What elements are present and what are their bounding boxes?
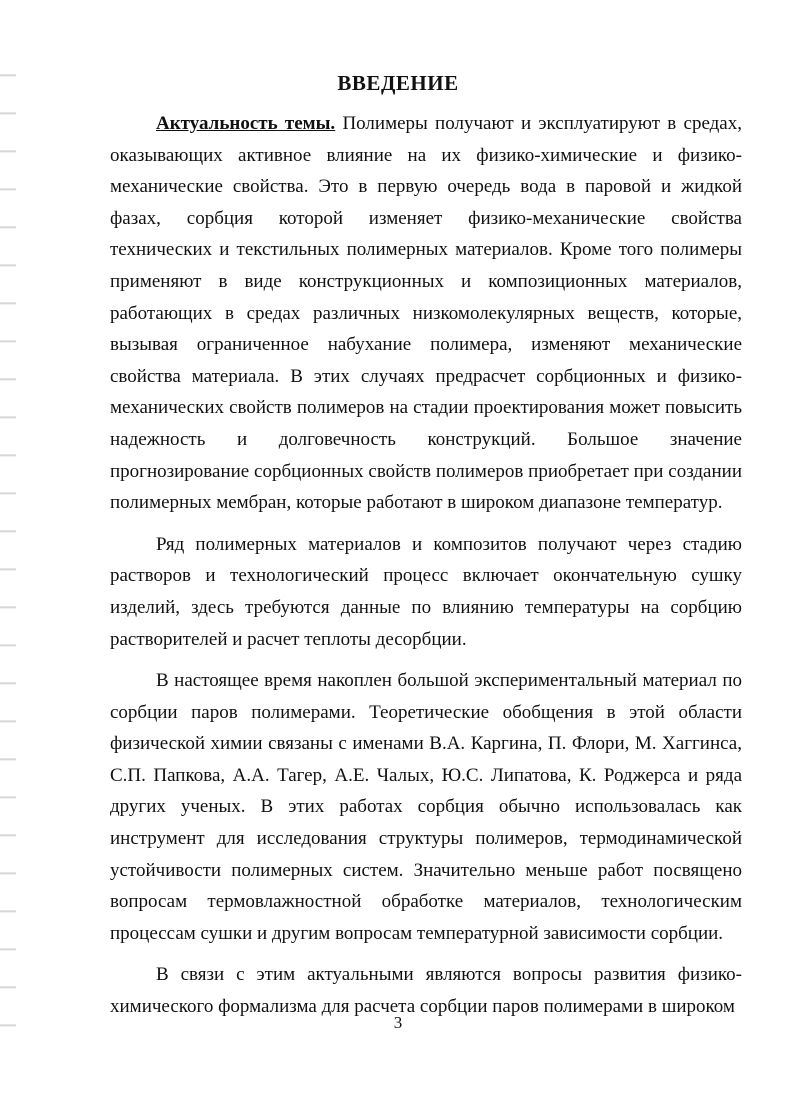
paragraph-3-text: В настоящее время накоплен большой экспериментальный материал по сорбции паров полимерами. Теоретические обобщения в этой области физической химии связаны с именами В.А. Каргина, П. Флори, М. Хаггинса, С.П. Папкова, А.А. Тагер, А.Е. Чалых, Ю.С. Липатова, К. Роджерса и ряда других ученых. В этих работах сорбция обычно использовалась как инструмент для исследования структуры полимеров, термодинамической устойчивости полимерных систем. Значительно меньше работ посвящено вопросам термовлажностной обработке материалов, технологическим процессам сушки и другим вопросам температурной зависимости сорбции. [110,670,742,944]
page-number: 3 [393,1013,403,1032]
section-heading-relevance: Актуальность темы. [156,113,336,134]
paragraph-2 [110,529,742,655]
paragraph-2-text: Ряд полимерных материалов и композитов получают через стадию растворов и технологический процесс включает окончательную сушку изделий, здесь требуются данные по влиянию температуры на сорбцию растворителей и расчет теплоты десорбции. [110,533,742,650]
paragraph-1-text: Полимеры получают и эксплуатируют в средах, оказывающих активное влияние на их физико-химические и физико-механические свойства. Это в первую очередь вода в паровой и жидкой фазах, сорбция которой изменяет физико-механические свойства технических и текстильных полимерных материалов. Кроме того полимеры применяют в виде конструкционных и композиционных материалов, работающих в средах различных низкомолекулярных веществ, которые, вызывая ограниченное набухание полимера, изменяют механические свойства материала. В этих случаях предрасчет сорбционных и физико-механических свойств полимеров на стадии проектирования может повысить надежность и долговечность конструкций. Большое значение прогнозирование сорбционных свойств полимеров приобретает при создании полимерных мембран, которые работают в широком диапазоне температур. [110,113,742,514]
paragraph-4-text: В связи с этим актуальными являются вопросы развития физико-химического формализма для расчета сорбции паров полимерами в широком [110,964,742,1018]
document-body [110,108,742,1023]
document-title: ВВЕДЕНИЕ [337,71,459,95]
paragraph-3 [110,665,742,949]
scan-margin-artifact [0,60,16,1060]
paragraph-1 [110,108,742,519]
